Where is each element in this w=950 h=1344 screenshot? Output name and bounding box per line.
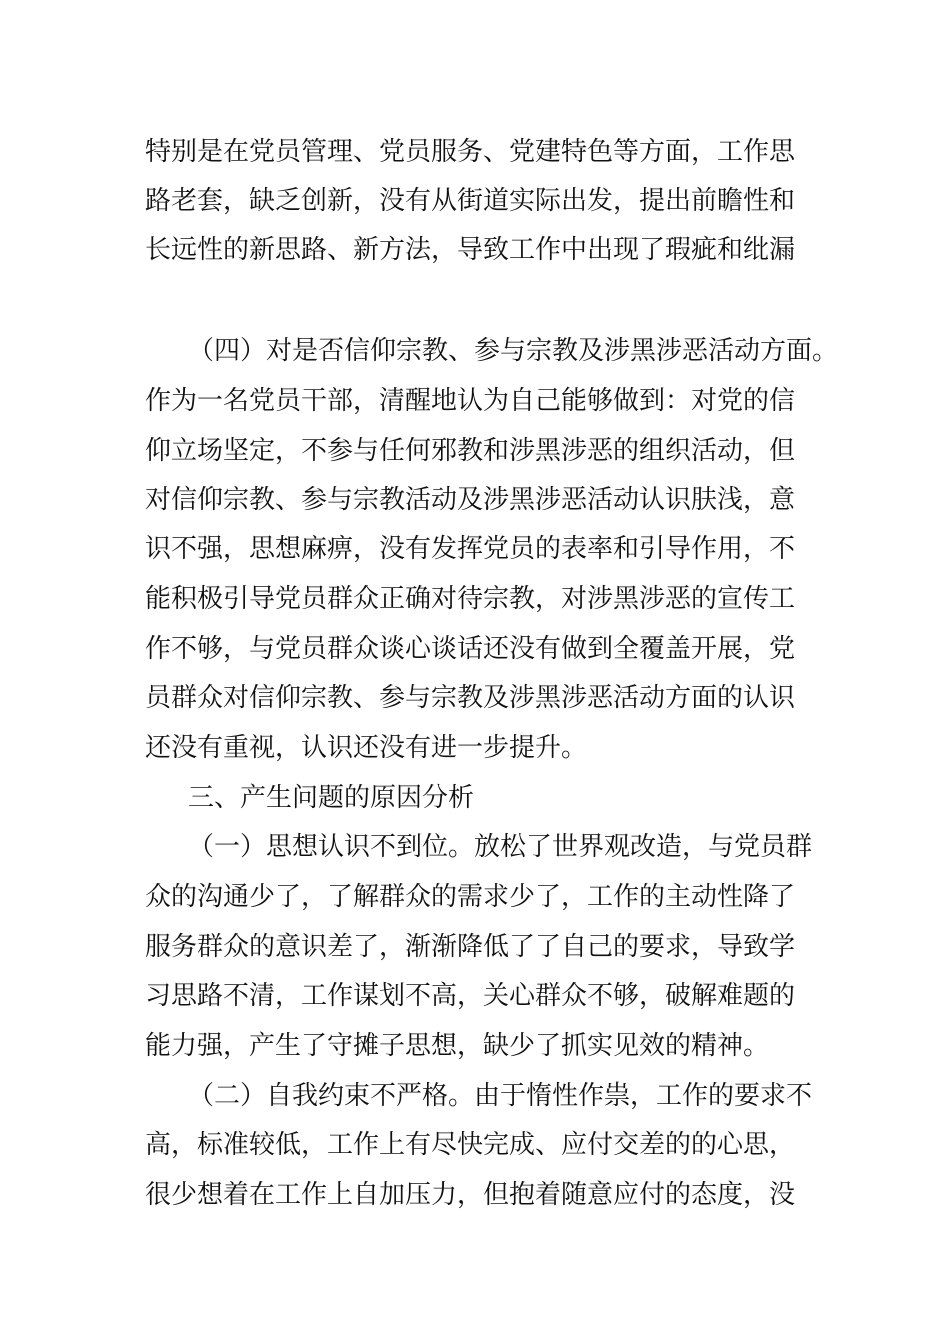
paragraph-3-line-3: 服务群众的意识差了，渐渐降低了了自己的要求，导致学 (145, 932, 796, 962)
paragraph-2-line-2: 作为一名党员干部，清醒地认为自己能够做到：对党的信 (145, 386, 796, 416)
paragraph-2-line-9: 还没有重视，认识还没有进一步提升。 (145, 733, 588, 763)
section-heading: 三、产生问题的原因分析 (188, 783, 475, 813)
paragraph-1-line-3: 长远性的新思路、新方法，导致工作中出现了瑕疵和纰漏 (145, 235, 796, 265)
paragraph-2-line-7: 作不够，与党员群众谈心谈话还没有做到全覆盖开展，党 (145, 634, 796, 664)
paragraph-3-line-1: （一）思想认识不到位。放松了世界观改造，与党员群 (188, 832, 813, 862)
paragraph-4-line-1: （二）自我约束不严格。由于惰性作祟，工作的要求不 (188, 1081, 813, 1111)
paragraph-2-line-8: 员群众对信仰宗教、参与宗教及涉黑涉恶活动方面的认识 (145, 683, 796, 713)
paragraph-2-line-4: 对信仰宗教、参与宗教活动及涉黑涉恶活动认识肤浅，意 (145, 485, 796, 515)
paragraph-2-line-5: 识不强，思想麻痹，没有发挥党员的表率和引导作用，不 (145, 534, 796, 564)
paragraph-4-line-2: 高，标准较低，工作上有尽快完成、应付交差的的心思， (145, 1130, 796, 1160)
paragraph-1-line-2: 路老套，缺乏创新，没有从街道实际出发，提出前瞻性和 (145, 186, 796, 216)
paragraph-1-line-1: 特别是在党员管理、党员服务、党建特色等方面，工作思 (145, 137, 796, 167)
paragraph-2-line-3: 仰立场坚定，不参与任何邪教和涉黑涉恶的组织活动，但 (145, 436, 796, 466)
paragraph-4-line-3: 很少想着在工作上自加压力，但抱着随意应付的态度，没 (145, 1180, 796, 1210)
paragraph-3-line-4: 习思路不清，工作谋划不高，关心群众不够，破解难题的 (145, 981, 796, 1011)
paragraph-2-line-6: 能积极引导党员群众正确对待宗教，对涉黑涉恶的宣传工 (145, 584, 796, 614)
paragraph-3-line-5: 能力强，产生了守摊子思想，缺少了抓实见效的精神。 (145, 1031, 770, 1061)
paragraph-2-line-1: （四）对是否信仰宗教、参与宗教及涉黑涉恶活动方面。 (188, 336, 839, 366)
paragraph-3-line-2: 众的沟通少了，了解群众的需求少了，工作的主动性降了 (145, 882, 796, 912)
